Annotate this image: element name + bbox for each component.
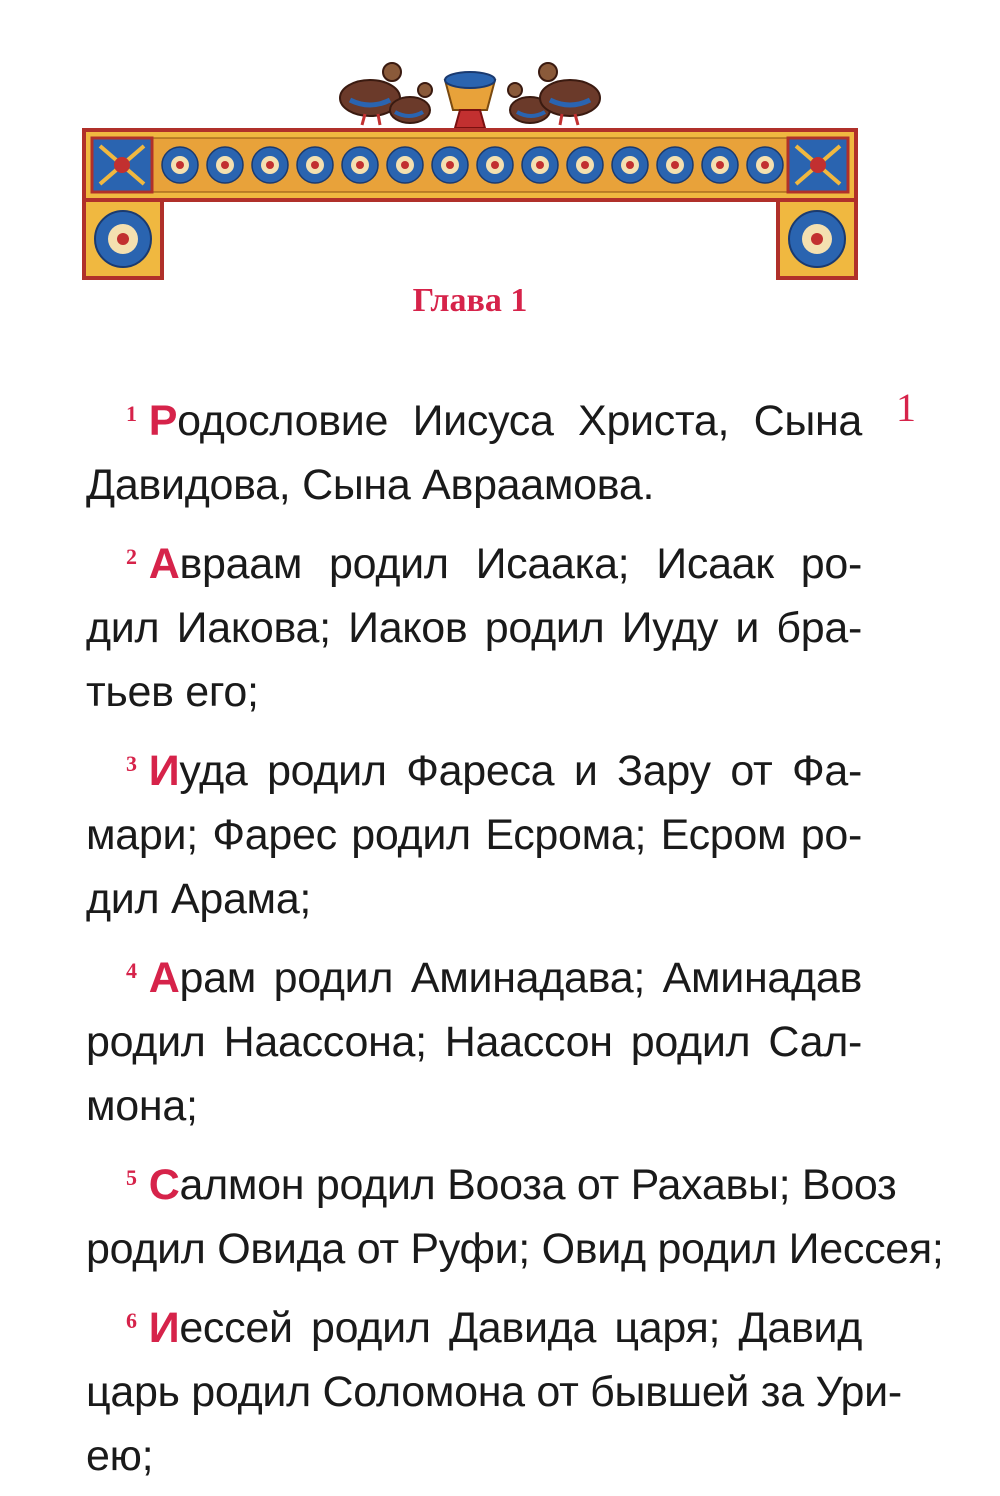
verse-line: рам родил Аминадава; Аминадав — [179, 954, 862, 1002]
verse — [86, 382, 862, 517]
verse-line: ею; — [86, 1432, 154, 1480]
margin-chapter-number: 1 — [896, 385, 916, 430]
verse — [86, 1289, 902, 1488]
chapter-title: Глава 1 — [412, 282, 528, 319]
verse-number: 1 — [126, 401, 137, 426]
verse-line: одословие Иисуса Христа, Сына — [177, 397, 862, 445]
verse-line: враам родил Исаака; Исаак ро- — [179, 540, 862, 588]
drop-initial: Р — [148, 397, 178, 445]
verse — [86, 525, 862, 724]
verse-number: 4 — [126, 958, 137, 983]
verse-number: 3 — [126, 751, 137, 776]
fountain-icon — [445, 72, 495, 128]
verse-number: 5 — [126, 1165, 137, 1190]
verse-line: дил Иакова; Иаков родил Иуду и бра- — [86, 604, 862, 652]
verse-line: родил Овида от Руфи; Овид родил Иессея; — [86, 1225, 944, 1273]
verse — [86, 1146, 944, 1281]
verse — [86, 732, 862, 931]
verse-line: царь родил Соломона от бывшей за Ури- — [86, 1368, 902, 1416]
verse-line: мари; Фарес родил Есрома; Есром ро- — [86, 811, 862, 859]
verse-line: алмон родил Вооза от Рахавы; Вооз — [179, 1161, 897, 1209]
verse-line: тьев его; — [86, 668, 259, 716]
scripture-text — [86, 382, 944, 1496]
verse — [86, 939, 862, 1138]
verse-line: Давидова, Сына Авраамова. — [86, 461, 655, 509]
drop-initial: И — [148, 1304, 180, 1352]
drop-initial: И — [148, 747, 180, 795]
verse-line: родил Наассона; Наассон родил Сал- — [86, 1018, 862, 1066]
verse-line: ессей родил Давида царя; Давид — [179, 1304, 862, 1352]
drop-initial: А — [148, 954, 180, 1002]
verse-line: мона; — [86, 1082, 198, 1130]
verse-number: 6 — [126, 1308, 137, 1333]
drop-initial: С — [148, 1161, 180, 1209]
verse-line: уда родил Фареса и Зару от Фа- — [179, 747, 862, 795]
verse-number: 2 — [126, 544, 137, 569]
verse-line: дил Арама; — [86, 875, 312, 923]
headpiece-ornament-icon — [80, 50, 860, 282]
drop-initial: А — [148, 540, 180, 588]
